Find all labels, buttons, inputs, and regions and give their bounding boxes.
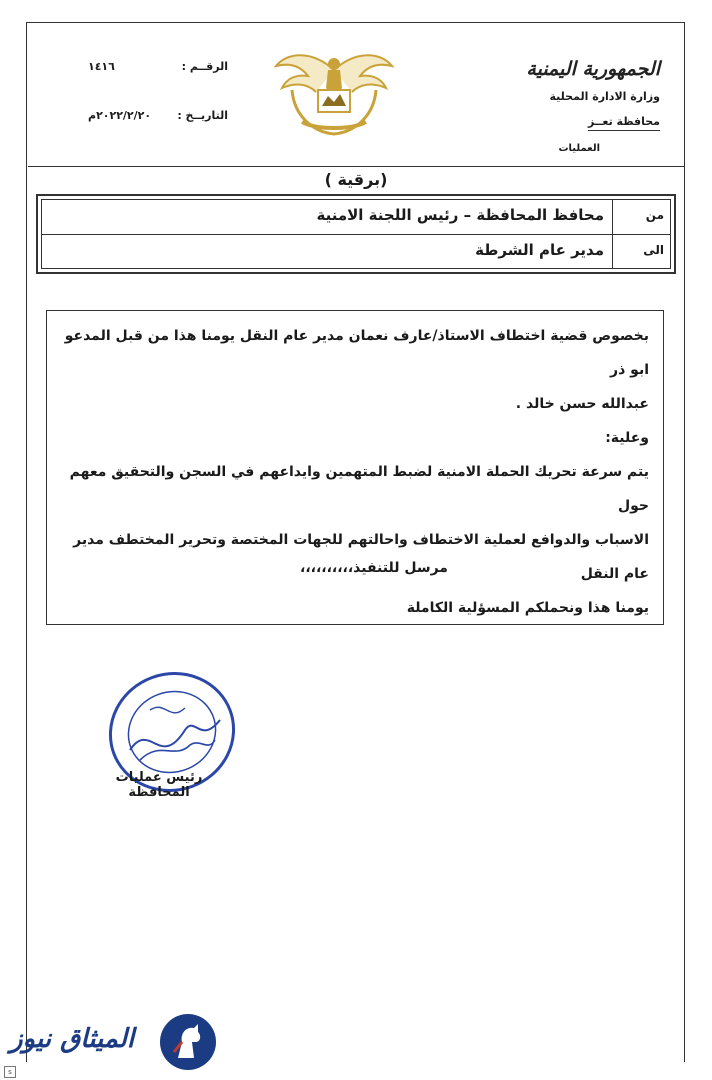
body-line: وعلية: <box>605 430 649 446</box>
number-value: ١٤١٦ <box>88 60 115 73</box>
brand-logo <box>10 1008 220 1074</box>
to-label: الى <box>612 235 670 269</box>
from-value: محافظ المحافظة – رئيس اللجنة الامنية <box>316 206 604 224</box>
yemen-eagle-emblem-icon <box>272 40 396 140</box>
date-value: ٢٠٢٢/٢/٢٠م <box>88 109 152 122</box>
scanner-mark-icon: s <box>4 1066 16 1078</box>
body-line: عبدالله حسن خالد . <box>515 396 649 412</box>
date-label: التاريــخ : <box>177 109 228 122</box>
body-line: يومنا هذا ونحملكم المسؤلية الكاملة <box>406 600 649 616</box>
signer-title: رئيس عمليات المحافظة <box>115 770 203 800</box>
republic-name: الجمهورية اليمنية <box>526 58 660 80</box>
department-name: العمليات <box>558 143 600 154</box>
letterhead-right <box>526 58 660 154</box>
to-value: مدير عام الشرطة <box>475 240 604 259</box>
from-label: من <box>612 200 670 234</box>
brand-name: الميثاق نيوز <box>10 1024 135 1054</box>
letterhead-left <box>88 60 228 122</box>
body-line: بخصوص قضية اختطاف الاستاذ/عارف نعمان مدير عام النقل يومنا هذا من قبل المدعو ابو ذر <box>64 328 649 378</box>
signoff: مرسل للتنفيذ،،،،،،،،،، <box>300 560 448 576</box>
body-line: الاسباب والدوافع لعملية الاختطاف واحالتهم للجهات المختصة وتحرير المختطف مدير عام النقل <box>73 532 649 582</box>
number-label: الرقــم : <box>181 60 228 73</box>
ministry-name: وزارة الادارة المحلية <box>549 90 660 103</box>
from-row <box>42 200 670 234</box>
horse-logo-icon <box>158 1012 218 1072</box>
to-row <box>42 234 670 269</box>
document-type: (برقية ) <box>324 170 388 189</box>
message-body <box>46 310 664 625</box>
governorate-name: محافظة تعــز <box>588 115 660 131</box>
body-line: يتم سرعة تحريك الحملة الامنية لضبط المتهمين وايداعهم في السجن والتحقيق معهم حول <box>69 464 649 514</box>
address-table <box>36 194 676 274</box>
header-divider <box>28 166 684 167</box>
